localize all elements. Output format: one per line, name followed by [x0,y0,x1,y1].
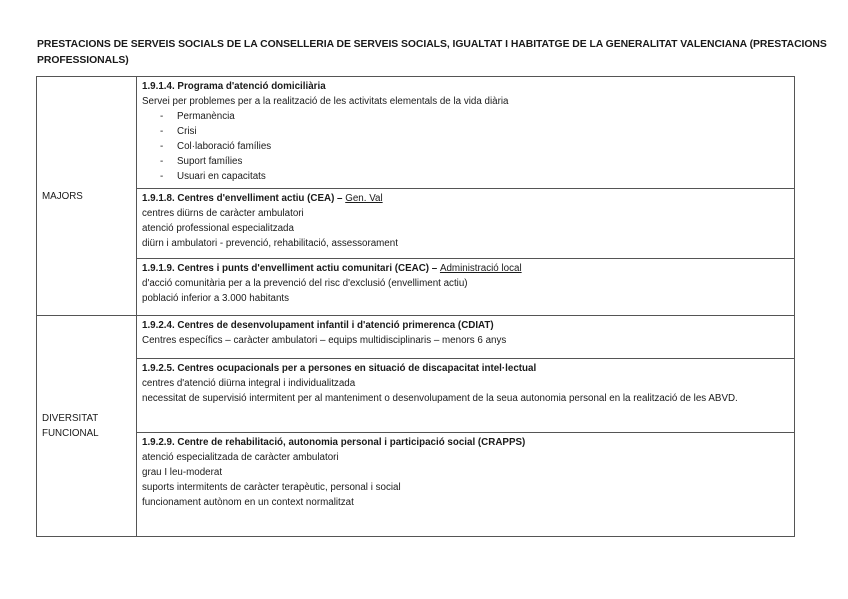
service-bullet-list [142,109,789,184]
list-item: - Crisi [160,124,789,139]
service-description: funcionament autònom en un context normalitzat [142,497,354,508]
category-cell-majors [37,77,137,316]
service-description: suports intermitents de caràcter terapèutic, personal i social [142,482,401,493]
service-heading: 1.9.1.4. Programa d'atenció domiciliària [142,81,326,92]
service-description: grau I leu-moderat [142,467,223,478]
services-table [36,76,795,537]
service-heading: 1.9.1.8. Centres d'envelliment actiu (CEA) – Gen. Val [142,193,383,204]
service-heading: 1.9.2.4. Centres de desenvolupament infantil i d'atenció primerenca (CDIAT) [142,320,494,331]
service-cell [137,316,795,359]
table-row [37,316,795,359]
service-heading: 1.9.1.9. Centres i punts d'envelliment actiu comunitari (CEAC) – Administració local [142,263,522,274]
service-description: Centres específics – caràcter ambulatori – equips multidisciplinaris – menors 6 anys [142,335,507,346]
category-label: MAJORS [42,190,83,202]
service-description: necessitat de supervisió intermitent per al manteniment o desenvolupament de la seua autonomia personal en la realització de les ABVD. [142,393,738,404]
service-cell [137,433,795,537]
table-row [37,359,795,433]
list-item: - Suport famílies [160,154,789,169]
category-cell-diversitat [37,316,137,537]
service-description: centres diürns de caràcter ambulatori [142,208,304,219]
document-title: PRESTACIONS DE SERVEIS SOCIALS DE LA CONSELLERIA DE SERVEIS SOCIALS, IGUALTAT I HABITATGE DE LA GENERALITAT VALENCIANA (PRESTACIONS PROFESSIONALS) [37,39,827,66]
service-cell [137,189,795,259]
service-heading: 1.9.2.9. Centre de rehabilitació, autonomia personal i participació social (CRAPPS) [142,437,526,448]
administration-link[interactable]: Gen. Val [345,193,383,204]
service-cell [137,359,795,433]
list-item: - Col·laboració famílies [160,139,789,154]
service-cell [137,77,795,189]
service-description: Servei per problemes per a la realització de les activitats elementals de la vida diària [142,96,509,107]
service-description: d'acció comunitària per a la prevenció del risc d'exclusió (envelliment actiu) [142,278,468,289]
table-row [37,189,795,259]
administration-link[interactable]: Administració local [439,263,522,274]
service-description: diürn i ambulatori - prevenció, rehabilitació, assessorament [142,238,398,249]
service-description: població inferior a 3.000 habitants [142,293,290,304]
service-description: atenció especialitzada de caràcter ambulatori [142,452,339,463]
list-item: - Usuari en capacitats [160,169,789,184]
service-description: atenció professional especialitzada [142,223,294,234]
service-heading: 1.9.2.5. Centres ocupacionals per a persones en situació de discapacitat intel·lectual [142,363,537,374]
table-row [37,77,795,189]
table-row [37,433,795,537]
service-description: centres d'atenció diürna integral i individualitzada [142,378,356,389]
service-cell [137,259,795,316]
list-item: - Permanència [160,109,789,124]
table-row [37,259,795,316]
category-label: DIVERSITAT FUNCIONAL [42,413,99,439]
